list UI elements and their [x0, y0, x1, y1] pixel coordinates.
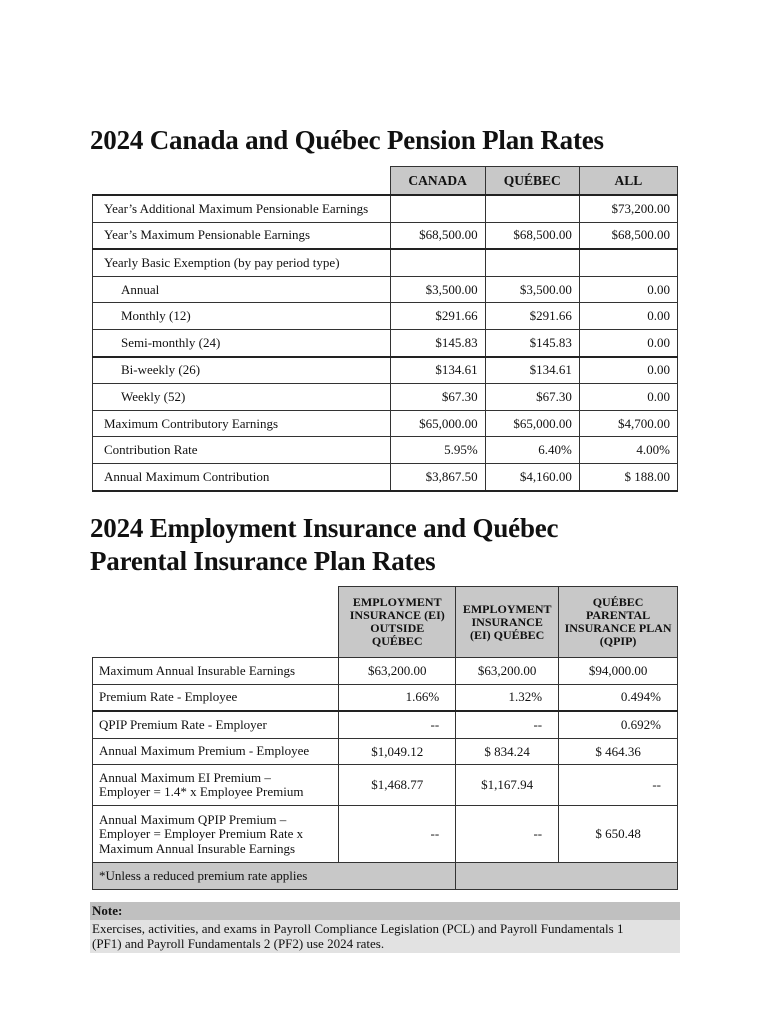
table-row [93, 249, 678, 276]
ei-header-qpip [559, 587, 678, 658]
ei-quebec-value: 1.32% [456, 684, 559, 711]
note-body [90, 920, 680, 953]
ei-header-outside-quebec [339, 587, 456, 658]
ei-header-quebec [456, 587, 559, 658]
all-value: $73,200.00 [579, 195, 677, 222]
cpp-section-title: 2024 Canada and Québec Pension Plan Rates [90, 125, 604, 155]
quebec-value: $291.66 [485, 303, 579, 330]
canada-value: $65,000.00 [390, 410, 485, 437]
header-line: (EI) QUÉBEC [470, 627, 545, 642]
table-row [93, 738, 678, 765]
row-label: Premium Rate - Employee [93, 684, 339, 711]
cpp-header-all: ALL [579, 167, 677, 196]
row-label-line: Employer = 1.4* x Employee Premium [99, 784, 304, 800]
table-row [93, 222, 678, 249]
note-heading: Note: [90, 902, 680, 920]
canada-value: $67.30 [390, 384, 485, 411]
row-label-line: Employer = Employer Premium Rate x [99, 826, 304, 842]
table-row [93, 711, 678, 738]
ei-outside-value: -- [339, 711, 456, 738]
row-label: Weekly (52) [93, 384, 391, 411]
cpp-header-quebec: QUÉBEC [485, 167, 579, 196]
table-row [93, 329, 678, 356]
table-row [93, 765, 678, 806]
row-label: Year’s Maximum Pensionable Earnings [93, 222, 391, 249]
footnote-row [93, 863, 678, 890]
ei-title-line1: 2024 Employment Insurance and Québec [90, 513, 559, 543]
ei-outside-value: $1,049.12 [339, 738, 456, 765]
row-label: Annual Maximum Contribution [93, 463, 391, 490]
qpip-value: 0.494% [559, 684, 678, 711]
ei-header-blank [93, 587, 339, 658]
table-row [93, 684, 678, 711]
all-value [579, 249, 677, 276]
qpip-value: $ 464.36 [559, 738, 678, 765]
canada-value [390, 195, 485, 222]
qpip-value: 0.692% [559, 711, 678, 738]
all-value: 0.00 [579, 329, 677, 356]
ei-section-title [90, 512, 690, 578]
canada-value: $3,867.50 [390, 463, 485, 490]
table-row [93, 384, 678, 411]
table-row [93, 357, 678, 384]
canada-value: $68,500.00 [390, 222, 485, 249]
row-label: Yearly Basic Exemption (by pay period type) [93, 249, 391, 276]
row-label: Semi-monthly (24) [93, 329, 391, 356]
all-value: 0.00 [579, 384, 677, 411]
table-row [93, 463, 678, 490]
ei-outside-value: $63,200.00 [339, 658, 456, 685]
row-label-line: Annual Maximum EI Premium – [99, 769, 271, 785]
header-line: INSURANCE PLAN [564, 621, 672, 635]
quebec-value: $134.61 [485, 357, 579, 384]
canada-value: $145.83 [390, 329, 485, 356]
header-line: QUÉBEC [371, 634, 423, 648]
row-label [93, 806, 339, 863]
quebec-value: $65,000.00 [485, 410, 579, 437]
canada-value: $3,500.00 [390, 276, 485, 303]
all-value: 0.00 [579, 357, 677, 384]
header-line: (QPIP) [599, 634, 637, 648]
row-label [93, 765, 339, 806]
row-label: Year’s Additional Maximum Pensionable Earnings [93, 195, 391, 222]
canada-value: $291.66 [390, 303, 485, 330]
cpp-header-canada: CANADA [390, 167, 485, 196]
qpip-value: $ 650.48 [559, 806, 678, 863]
quebec-value: 6.40% [485, 437, 579, 464]
row-label: Annual Maximum Premium - Employee [93, 738, 339, 765]
ei-quebec-value: $1,167.94 [456, 765, 559, 806]
table-row [93, 806, 678, 863]
all-value: 0.00 [579, 276, 677, 303]
table-row [93, 410, 678, 437]
table-row [93, 437, 678, 464]
ei-title-line2: Parental Insurance Plan Rates [90, 546, 436, 576]
qpip-value: -- [559, 765, 678, 806]
ei-outside-value: $1,468.77 [339, 765, 456, 806]
header-line: EMPLOYMENT [352, 595, 442, 609]
header-line: PARENTAL [585, 608, 651, 622]
all-value: 4.00% [579, 437, 677, 464]
quebec-value: $4,160.00 [485, 463, 579, 490]
all-value: $4,700.00 [579, 410, 677, 437]
ei-rates-table [92, 586, 678, 890]
cpp-header-row [93, 167, 678, 196]
quebec-value: $67.30 [485, 384, 579, 411]
ei-quebec-value: $63,200.00 [456, 658, 559, 685]
table-row [93, 658, 678, 685]
table-row [93, 276, 678, 303]
table-row [93, 303, 678, 330]
row-label-line: Annual Maximum QPIP Premium – [99, 811, 287, 827]
header-line: EMPLOYMENT [462, 601, 552, 616]
cpp-header-blank [93, 167, 391, 196]
footnote: *Unless a reduced premium rate applies [93, 863, 456, 890]
table-row [93, 195, 678, 222]
qpip-value: $94,000.00 [559, 658, 678, 685]
cpp-rates-table [92, 166, 678, 492]
canada-value: $134.61 [390, 357, 485, 384]
ei-quebec-value: -- [456, 806, 559, 863]
ei-quebec-value: -- [456, 711, 559, 738]
row-label: Contribution Rate [93, 437, 391, 464]
header-line: OUTSIDE [370, 621, 425, 635]
row-label: Monthly (12) [93, 303, 391, 330]
footnote-blank [456, 863, 678, 890]
quebec-value: $68,500.00 [485, 222, 579, 249]
note-line: Exercises, activities, and exams in Payroll Compliance Legislation (PCL) and Payroll Fundamentals 1 [92, 921, 624, 936]
quebec-value: $145.83 [485, 329, 579, 356]
note-box [90, 902, 680, 953]
note-line: (PF1) and Payroll Fundamentals 2 (PF2) use 2024 rates. [92, 936, 385, 951]
header-line: INSURANCE (EI) [349, 608, 445, 622]
row-label: Maximum Annual Insurable Earnings [93, 658, 339, 685]
row-label: Bi-weekly (26) [93, 357, 391, 384]
row-label: Annual [93, 276, 391, 303]
canada-value: 5.95% [390, 437, 485, 464]
canada-value [390, 249, 485, 276]
all-value: $ 188.00 [579, 463, 677, 490]
all-value: 0.00 [579, 303, 677, 330]
ei-header-row [93, 587, 678, 658]
ei-quebec-value: $ 834.24 [456, 738, 559, 765]
quebec-value [485, 249, 579, 276]
ei-outside-value: 1.66% [339, 684, 456, 711]
header-line: INSURANCE [471, 614, 543, 629]
quebec-value: $3,500.00 [485, 276, 579, 303]
row-label: QPIP Premium Rate - Employer [93, 711, 339, 738]
row-label: Maximum Contributory Earnings [93, 410, 391, 437]
all-value: $68,500.00 [579, 222, 677, 249]
ei-outside-value: -- [339, 806, 456, 863]
row-label-line: Maximum Annual Insurable Earnings [99, 840, 296, 856]
header-line: QUÉBEC [592, 595, 644, 609]
quebec-value [485, 195, 579, 222]
